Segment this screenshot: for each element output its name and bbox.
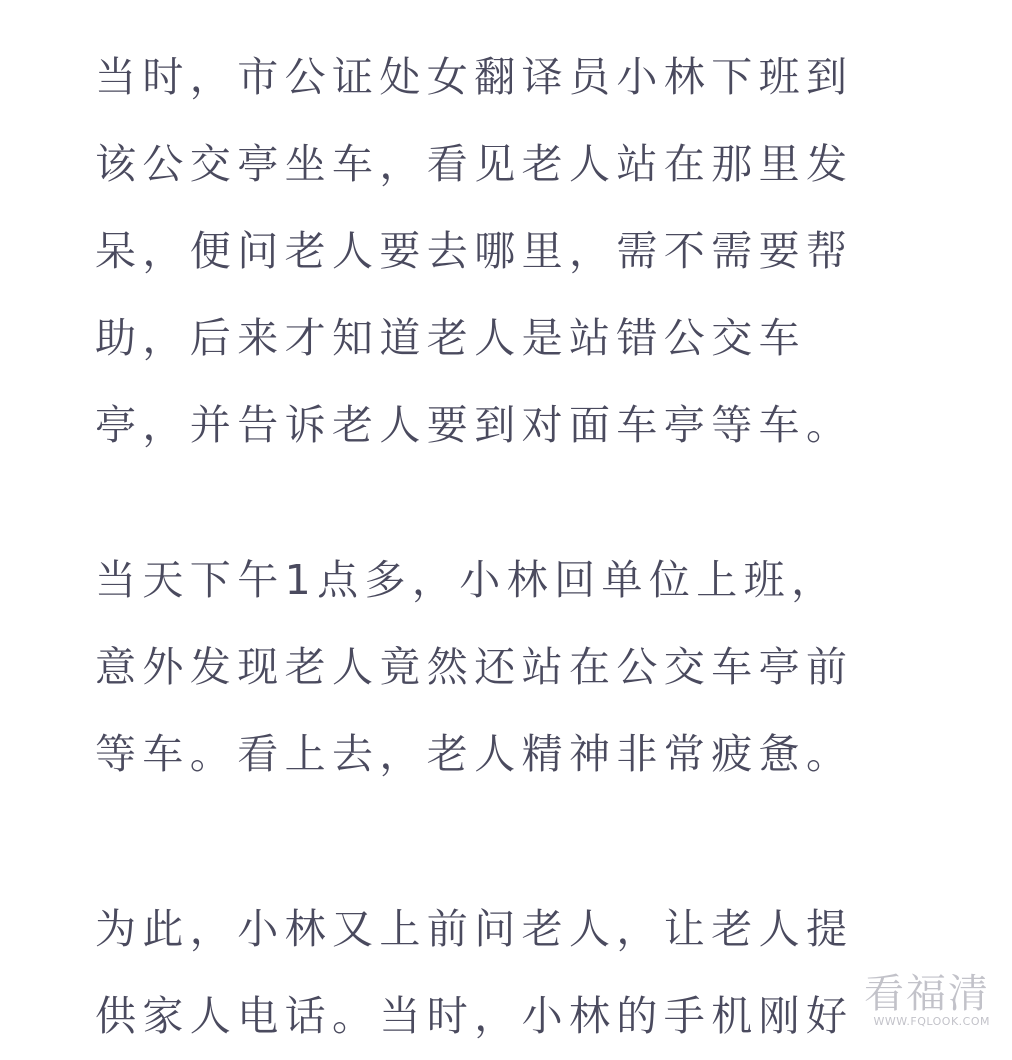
text-line: 当时，市公证处女翻译员小林下班到 bbox=[95, 53, 854, 101]
text-line: 助，后来才知道老人是站错公交车 bbox=[95, 314, 806, 362]
paragraph-1 bbox=[95, 34, 853, 469]
text-line: 当天下午1点多，小林回单位上班， bbox=[95, 556, 839, 604]
text-line: 该公交亭坐车，看见老人站在那里发 bbox=[95, 140, 854, 188]
text-line: 为此，小林又上前问老人，让老人提 bbox=[95, 905, 854, 953]
text-line: 呆，便问老人要去哪里，需不需要帮 bbox=[95, 227, 854, 275]
watermark-title: 看福清 bbox=[864, 971, 990, 1017]
paragraph-2 bbox=[95, 537, 853, 798]
watermark bbox=[864, 972, 990, 1028]
text-line: 意外发现老人竟然还站在公交车亭前 bbox=[95, 643, 854, 691]
text-line: 等车。看上去，老人精神非常疲惫。 bbox=[95, 730, 854, 778]
text-line: 亭，并告诉老人要到对面车亭等车。 bbox=[95, 401, 854, 449]
text-line: 供家人电话。当时，小林的手机刚好 bbox=[95, 992, 854, 1040]
paragraph-3 bbox=[95, 886, 853, 1060]
watermark-url: WWW.FQLOOK.COM bbox=[873, 1015, 990, 1028]
